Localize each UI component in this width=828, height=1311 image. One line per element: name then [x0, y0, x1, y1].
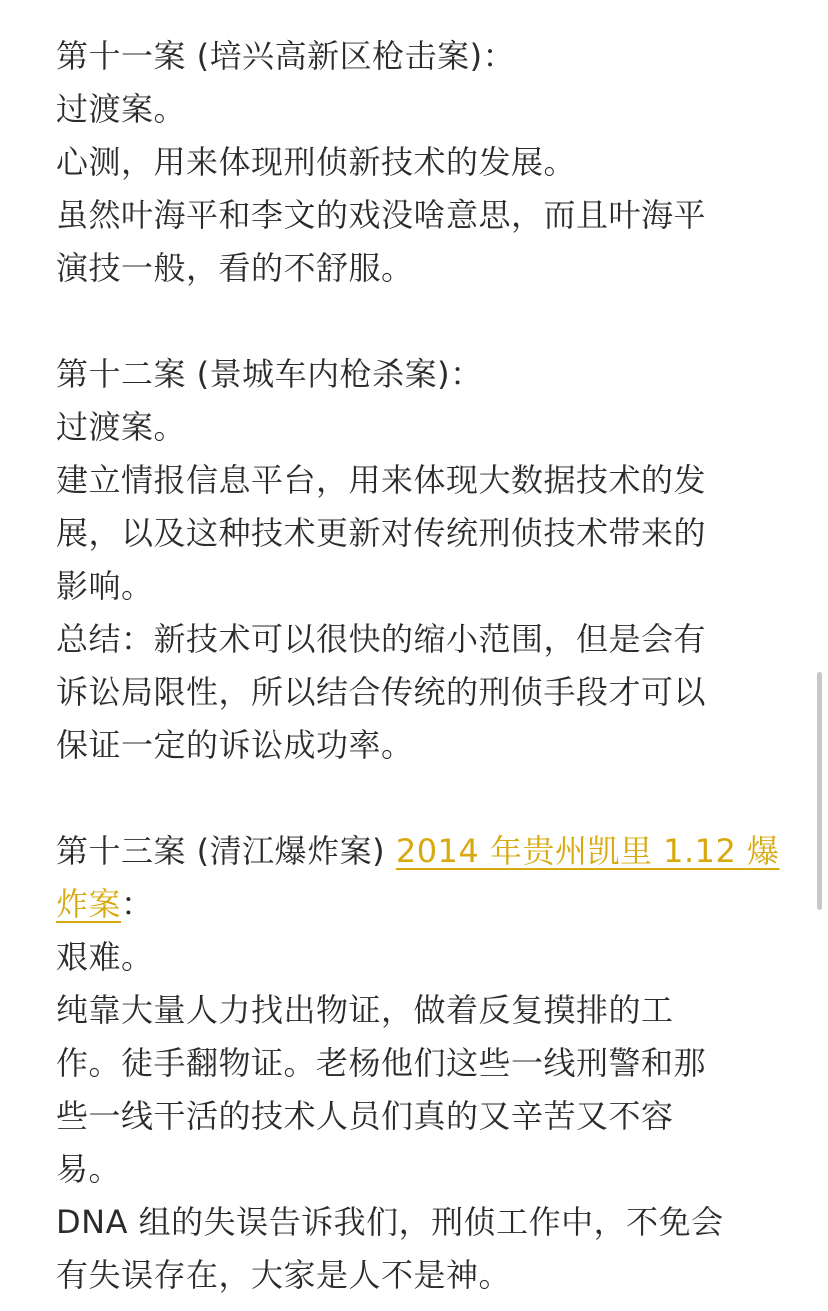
case12-line: 保证一定的诉讼成功率。 — [56, 726, 414, 764]
case13-line: 纯靠大量人力找出物证，做着反复摸排的工 — [56, 991, 674, 1029]
article-body — [56, 30, 780, 1302]
case12-line: 诉讼局限性，所以结合传统的刑侦手段才可以 — [56, 673, 707, 711]
case13-reference-link-cont[interactable]: 炸案 — [56, 885, 122, 923]
case13-line: 艰难。 — [56, 938, 154, 976]
case13-title — [56, 825, 780, 878]
case13-title-cont — [56, 878, 776, 931]
case13-line: 有失误存在，大家是人不是神。 — [56, 1256, 512, 1294]
vertical-scrollbar[interactable] — [817, 672, 822, 910]
case11-line: 演技一般，看的不舒服。 — [56, 249, 414, 287]
case13-line: 些一线干活的技术人员们真的又辛苦又不容 — [56, 1097, 674, 1135]
case13-line: DNA 组的失误告诉我们，刑侦工作中，不免会 — [56, 1203, 724, 1241]
case13-reference-link[interactable]: 2014 年贵州凯里 1.12 爆 — [395, 832, 780, 870]
case11-line: 虽然叶海平和李文的戏没啥意思，而且叶海平 — [56, 196, 707, 234]
case13-line: 易。 — [56, 1150, 122, 1188]
case13-title-suffix: ： — [121, 885, 154, 923]
case11-line: 过渡案。 — [56, 90, 187, 128]
case12-line: 影响。 — [56, 567, 154, 605]
case12-line: 过渡案。 — [56, 408, 187, 446]
paragraph-gap — [56, 772, 776, 825]
case12-line: 总结：新技术可以很快的缩小范围，但是会有 — [56, 620, 707, 658]
paragraph-gap — [56, 295, 776, 348]
case13-line: 作。徒手翻物证。老杨他们这些一线刑警和那 — [56, 1044, 707, 1082]
case12-line: 展，以及这种技术更新对传统刑侦技术带来的 — [56, 514, 707, 552]
case11-title: 第十一案 (培兴高新区枪击案)： — [56, 37, 516, 75]
case11-line: 心测，用来体现刑侦新技术的发展。 — [56, 143, 577, 181]
case13-title-prefix: 第十三案 (清江爆炸案) — [56, 832, 396, 870]
case12-line: 建立情报信息平台，用来体现大数据技术的发 — [56, 461, 707, 499]
case12-title: 第十二案 (景城车内枪杀案)： — [56, 355, 483, 393]
